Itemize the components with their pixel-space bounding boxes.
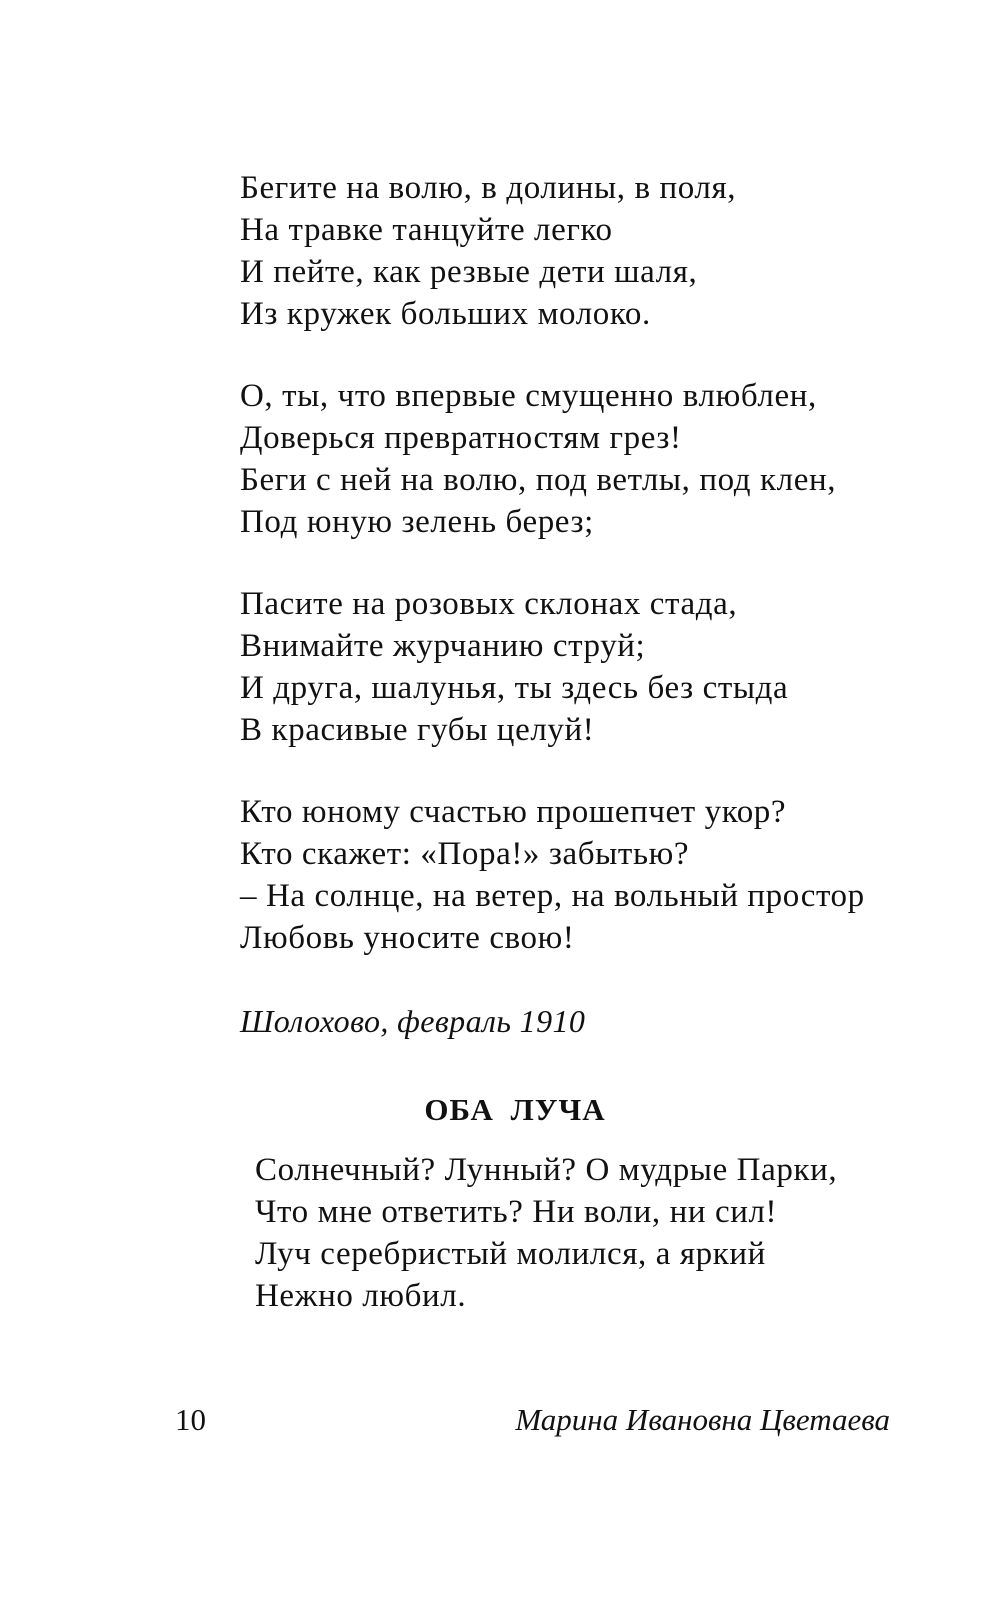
poem-signature: Шолохово, февраль 1910 bbox=[240, 1003, 586, 1039]
poem-line: Пасите на розовых склонах стада, bbox=[240, 586, 738, 622]
poem-line: О, ты, что впервые смущенно влюблен, bbox=[240, 378, 817, 414]
poem-line: В красивые губы целуй! bbox=[240, 712, 595, 748]
poem-line: На травке танцуйте легко bbox=[240, 212, 613, 248]
poem-line: Кто скажет: «Пора!» забытью? bbox=[240, 836, 690, 872]
stanza-2 bbox=[240, 375, 940, 543]
poem-line: Что мне ответить? Ни воли, ни сил! bbox=[255, 1194, 778, 1230]
poem-line: Беги с ней на волю, под ветлы, под клен, bbox=[240, 462, 837, 498]
poem-line: Из кружек больших молоко. bbox=[240, 296, 651, 332]
poem-line: И пейте, как резвые дети шаля, bbox=[240, 254, 698, 290]
poem-title: ОБА ЛУЧА bbox=[424, 1092, 606, 1127]
poem-line: Бегите на волю, в долины, в поля, bbox=[240, 170, 737, 206]
stanza-4 bbox=[240, 791, 940, 959]
poem-line: Под юную зелень берез; bbox=[240, 504, 594, 540]
running-footer-author: Марина Ивановна Цветаева bbox=[515, 1402, 890, 1437]
poem-line: – На солнце, на ветер, на вольный простор bbox=[240, 878, 865, 914]
poem-line: Любовь уносите свою! bbox=[240, 920, 575, 956]
poem-line: Солнечный? Лунный? О мудрые Парки, bbox=[255, 1152, 838, 1188]
page-number: 10 bbox=[175, 1402, 206, 1437]
poem-line: Луч серебристый молился, а яркий bbox=[255, 1236, 766, 1272]
poem-2-body bbox=[255, 1149, 955, 1317]
stanza-3 bbox=[240, 583, 940, 751]
poem-line: И друга, шалунья, ты здесь без стыда bbox=[240, 670, 789, 706]
poem-line: Нежно любил. bbox=[255, 1278, 467, 1314]
stanza-1 bbox=[240, 167, 940, 335]
poem-line: Доверься превратностям грез! bbox=[240, 420, 682, 456]
poem-body bbox=[240, 167, 940, 999]
poem-line: Кто юному счастью прошепчет укор? bbox=[240, 794, 787, 830]
poem-line: Внимайте журчанию струй; bbox=[240, 628, 646, 664]
